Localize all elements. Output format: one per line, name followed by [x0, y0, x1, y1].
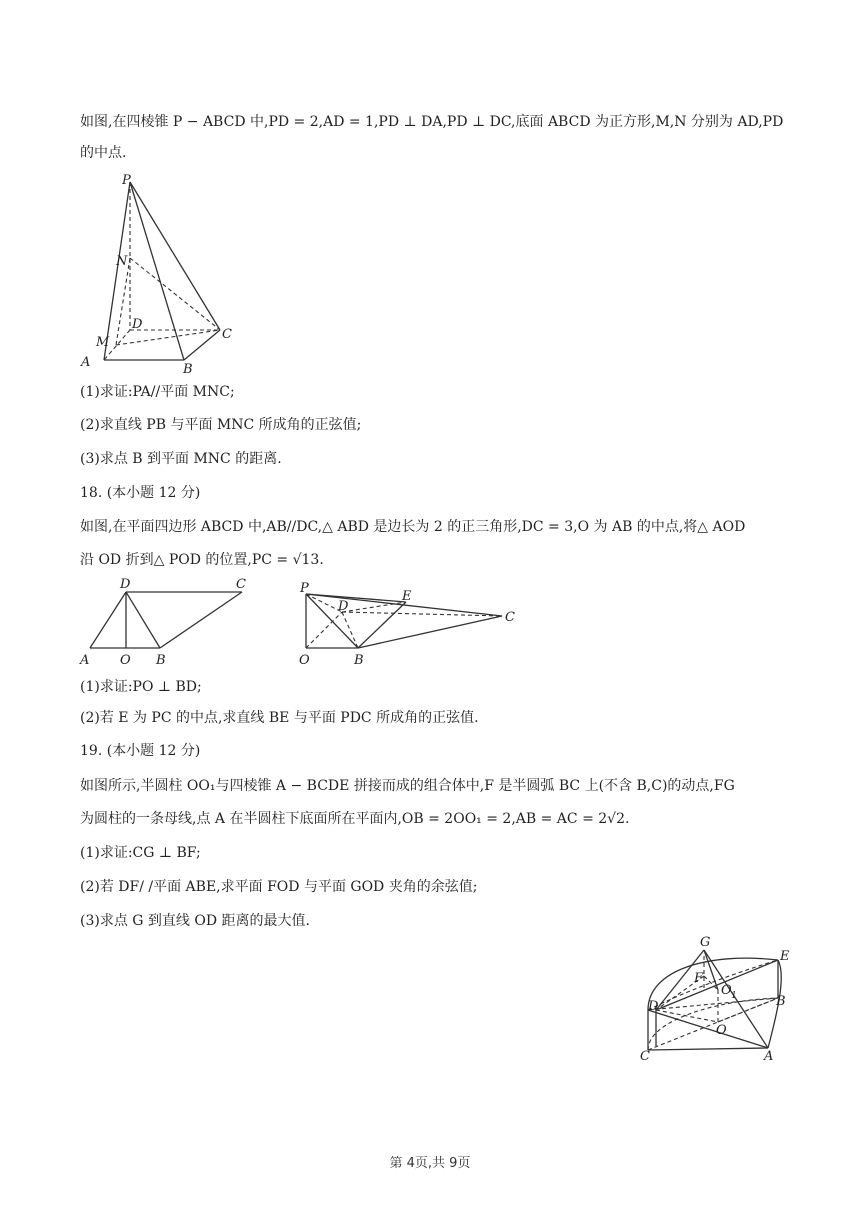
p17-question3: (3)求点 B 到平面 MNC 的距离. — [80, 451, 282, 467]
p18-question2: (2)若 E 为 PC 的中点,求直线 BE 与平面 PDC 所成角的正弦值. — [80, 710, 479, 726]
p19-intro-line1: 如图所示,半圆柱 OO₁与四棱锥 A − BCDE 拼接而成的组合体中,F 是半圆弧 BC 上(不含 B,C)的动点,FG — [80, 778, 735, 794]
p19-label-d: D — [648, 999, 659, 1014]
p17-question1: (1)求证:PA//平面 MNC; — [80, 384, 235, 400]
p17-label-b: B — [183, 362, 193, 377]
page-footer: 第 4页,共 9页 — [389, 1156, 471, 1171]
p18-fig1-label-d: D — [120, 577, 131, 592]
p19-solid-figure — [628, 930, 798, 1065]
p17-label-p: P — [122, 173, 131, 188]
p18-fig2-label-p: P — [300, 581, 309, 596]
p19-question3: (3)求点 G 到直线 OD 距离的最大值. — [80, 913, 310, 929]
p19-label-b: B — [776, 994, 786, 1009]
p19-label-o: O — [716, 1023, 727, 1038]
p18-fig1-label-a: A — [80, 653, 90, 668]
p18-planar-figure — [76, 576, 256, 668]
p19-label-a: A — [764, 1049, 774, 1064]
p19-label-o1: O — [721, 983, 732, 998]
p17-label-m: M — [96, 335, 110, 350]
p19-question2: (2)若 DF/ /平面 ABE,求平面 FOD 与平面 GOD 夹角的余弦值; — [80, 879, 478, 895]
p18-fig1-label-b: B — [156, 653, 166, 668]
p19-label-o1-subscript: 1 — [731, 991, 737, 1001]
p19-header: 19. (本小题 12 分) — [80, 743, 201, 759]
p17-label-a: A — [81, 355, 91, 370]
p17-pyramid-figure — [78, 168, 248, 378]
p18-intro-line2: 沿 OD 折到△ POD 的位置,PC = √13. — [80, 552, 324, 568]
p18-header: 18. (本小题 12 分) — [80, 485, 201, 501]
p19-intro-line2: 为圆柱的一条母线,点 A 在半圆柱下底面所在平面内,OB = 2OO₁ = 2,AB = AC = 2√2. — [80, 811, 630, 827]
p18-fig1-label-c: C — [236, 577, 246, 592]
p18-fig2-label-d: D — [338, 599, 349, 614]
p18-fig2-label-c: C — [505, 610, 515, 625]
p17-question2: (2)求直线 PB 与平面 MNC 所成角的正弦值; — [80, 417, 362, 433]
p17-label-n: N — [116, 254, 128, 269]
p18-fig2-label-o: O — [299, 653, 310, 668]
p19-question1: (1)求证:CG ⊥ BF; — [80, 845, 201, 861]
p18-fig2-label-b: B — [354, 653, 364, 668]
p17-label-d: D — [132, 317, 143, 332]
p19-label-f: F — [694, 971, 704, 986]
p18-intro-line1: 如图,在平面四边形 ABCD 中,AB//DC,△ ABD 是边长为 2 的正三角形,DC = 3,O 为 AB 的中点,将△ AOD — [80, 519, 746, 535]
p19-label-g: G — [700, 935, 711, 950]
p19-label-c: C — [640, 1049, 650, 1064]
p18-fig2-label-e: E — [402, 589, 412, 604]
p18-fig1-label-o: O — [120, 653, 131, 668]
p19-label-e: E — [780, 949, 790, 964]
p18-question1: (1)求证:PO ⊥ BD; — [80, 679, 202, 695]
p17-label-c: C — [222, 327, 232, 342]
p17-intro-line2: 的中点. — [80, 145, 127, 161]
p17-intro-line1: 如图,在四棱锥 P − ABCD 中,PD = 2,AD = 1,PD ⊥ DA,PD ⊥ DC,底面 ABCD 为正方形,M,N 分别为 AD,PD — [80, 114, 784, 130]
p18-folded-figure — [296, 576, 526, 668]
